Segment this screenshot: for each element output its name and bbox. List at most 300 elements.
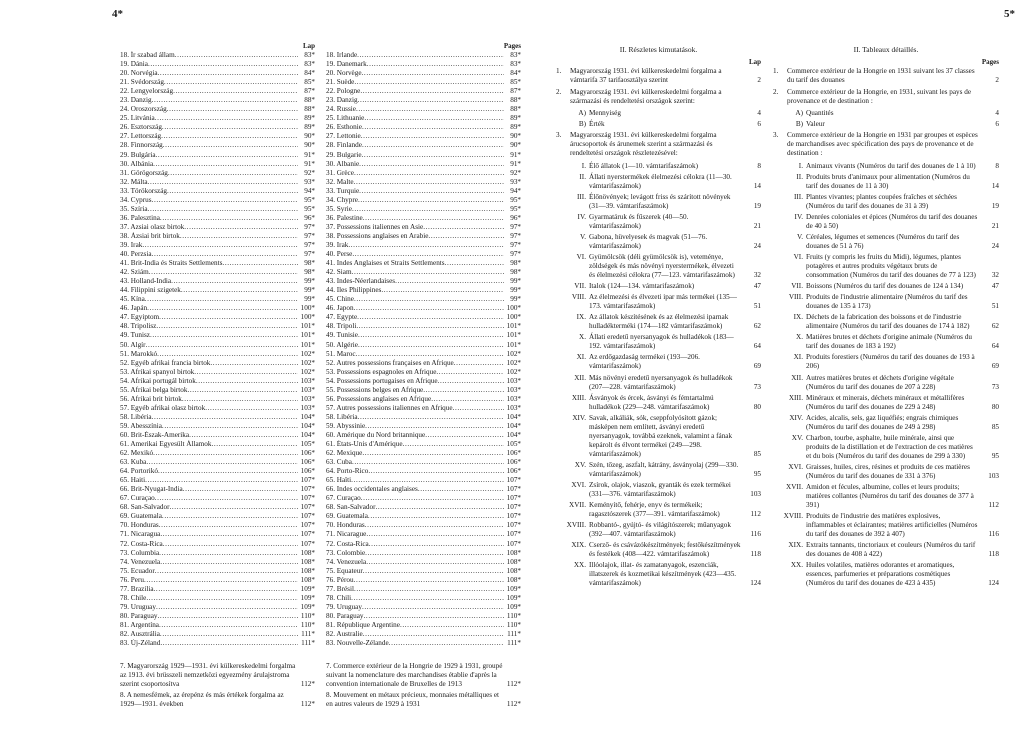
leader-dots [182, 395, 298, 404]
leader-dots [362, 603, 504, 612]
item-number: XX. [573, 561, 586, 570]
leader-dots [356, 322, 504, 331]
entry-page: 93* [304, 177, 315, 186]
entry-page: 91* [510, 150, 521, 159]
toc-entry [120, 395, 315, 404]
toc-entry [326, 413, 521, 422]
item-number: IV. [794, 212, 803, 221]
leader-dots [156, 322, 298, 331]
entry-page: 101* [300, 322, 315, 331]
entry-page: 111* [301, 630, 315, 638]
item-page: 51 [753, 302, 761, 311]
toc-item [556, 88, 761, 106]
leader-dots [454, 359, 504, 368]
item-number: A) [578, 109, 586, 118]
entry-label: 60. Brit-Észak-Amerika [120, 430, 190, 439]
entry-page: 109* [506, 593, 521, 602]
entry-label: 41. Indes Anglaises et Straits Settlements [326, 259, 445, 268]
item-page: 95 [991, 451, 999, 460]
entry-label: 74. Venezuela [326, 557, 367, 566]
item-number: IX. [576, 313, 586, 322]
leader-dots [159, 521, 298, 530]
item-number: II. [579, 172, 586, 181]
entry-page: 107* [300, 476, 315, 485]
leader-dots [162, 422, 298, 431]
entry-label: 32. Malte [326, 177, 354, 186]
leader-dots [395, 277, 504, 286]
entry-label: 18. Irlande [326, 51, 358, 59]
entry-page: 88* [304, 96, 315, 105]
item-page: 14 [753, 181, 761, 190]
toc-entry [120, 422, 315, 431]
toc-entry [120, 521, 315, 530]
entry-label: 71. Nicarague [326, 530, 367, 539]
toc-entry [120, 549, 315, 558]
item-page: 73 [991, 382, 999, 391]
entry-label: 76. Peru [120, 575, 144, 584]
entry-label: 27. Lettország [120, 132, 162, 141]
toc-subitem [556, 109, 761, 118]
entry-page: 110* [300, 620, 315, 629]
leader-dots [368, 512, 504, 521]
toc-subitem [556, 333, 761, 351]
toc-entry [326, 232, 521, 241]
leader-dots [158, 69, 298, 78]
entry-label: 43. Holland-India [120, 277, 172, 286]
entry-page: 106* [506, 449, 521, 458]
entry-label: 29. Bulgária [120, 150, 156, 159]
entry-page: 97* [304, 231, 315, 240]
entry-page: 107* [300, 530, 315, 539]
leader-dots [352, 268, 504, 277]
entry-page: 99* [304, 277, 315, 286]
toc-subitem [773, 213, 999, 231]
item-number: XVIII. [566, 521, 586, 530]
toc-entry [326, 476, 521, 485]
entry-label: 69. Guatemala [326, 512, 368, 521]
toc-entry [120, 223, 315, 232]
item-number: XV. [574, 460, 586, 469]
leader-dots [146, 594, 298, 603]
note-text: 8. Mouvement en métaux précieux, monnaies métalliques et en autres valeurs de 1929 à 1931 [326, 691, 500, 709]
toc-entry [326, 603, 521, 612]
item-text: Charbon, tourbe, asphalte, huile minérale, ainsi que produits de la distillation et de l'extraction de ces matières et du bois (Numéros du tarif des douanes de 299 à 330) [806, 433, 973, 460]
item-number: VIII. [571, 293, 586, 302]
leader-dots [366, 530, 504, 539]
item-number: I. [798, 161, 803, 170]
column-header: Pages [981, 58, 999, 67]
item-page: 62 [753, 322, 761, 331]
item-text: Commerce extérieur de la Hongrie en 1931 suivant les 37 classes du tarif des douanes [787, 67, 975, 85]
leader-dots [356, 105, 504, 114]
leader-dots [368, 467, 504, 476]
toc-entry [120, 413, 315, 422]
leader-dots [361, 494, 504, 503]
item-page: 103 [750, 490, 761, 499]
item-text: Magyarország 1931. évi külkereskedelmi forgalma árucsoportok és árunemek szerint a származási és rendeltetési országok részletezésével: [570, 131, 717, 158]
entry-label: 78. Chili [326, 593, 352, 602]
toc-note [120, 691, 315, 709]
toc-entry [326, 449, 521, 458]
leader-dots [155, 567, 298, 576]
leader-dots [154, 585, 298, 594]
entry-label: 66. Indes occidentales anglaises [326, 485, 418, 494]
item-page: 118 [988, 550, 999, 559]
item-number: 2. [556, 88, 562, 97]
item-number: IV. [577, 212, 586, 221]
toc-subitem [556, 233, 761, 251]
entry-label: 37. Possessions italiennes en Asie [326, 222, 424, 231]
leader-dots [157, 350, 298, 359]
entry-label: 28. Finlande [326, 141, 362, 150]
toc-entry [120, 458, 315, 467]
item-text: Animaux vivants (Numéros du tarif des douanes de 1 à 10) [806, 161, 976, 170]
entry-label: 61. États-Unis d'Amérique [326, 440, 403, 449]
entry-page: 95* [304, 204, 315, 213]
toc-item [773, 67, 999, 85]
item-page: 32 [991, 271, 999, 280]
toc-entry [120, 286, 315, 295]
entry-page: 97* [510, 250, 521, 259]
entry-label: 28. Finnország [120, 141, 163, 150]
item-text: Quantités [806, 109, 834, 118]
leader-dots [205, 404, 298, 413]
toc-entry [326, 123, 521, 132]
entry-label: 67. Curaçao [120, 494, 155, 503]
toc-entry [326, 60, 521, 69]
section-title: II. Részletes kimutatások. [619, 45, 698, 54]
item-page: 73 [753, 382, 761, 391]
leader-dots [423, 386, 504, 395]
leader-dots [354, 78, 504, 87]
toc-entry [326, 549, 521, 558]
leader-dots [153, 160, 298, 169]
toc-entry [326, 594, 521, 603]
item-number: XVI. [571, 481, 586, 490]
item-page: 103 [988, 471, 999, 480]
toc-entry [326, 160, 521, 169]
toc-entry [326, 105, 521, 114]
toc-entry [326, 241, 521, 250]
entry-page: 97* [510, 231, 521, 240]
entry-page: 107* [300, 485, 315, 494]
toc-item [773, 88, 999, 106]
toc-entry [326, 141, 521, 150]
toc-entry [120, 603, 315, 612]
item-number: B) [795, 120, 803, 129]
entry-label: 22. Pologne [326, 87, 361, 96]
leader-dots [211, 440, 298, 449]
item-page: 69 [753, 362, 761, 371]
entry-page: 83* [510, 60, 521, 69]
toc-subitem [773, 293, 999, 311]
toc-entry [326, 96, 521, 105]
item-page: 64 [753, 342, 761, 351]
entry-label: 31. Görögország [120, 168, 168, 177]
entry-label: 20. Norvège [326, 69, 362, 78]
entry-label: 75. Ecuador [120, 566, 155, 575]
item-text: Illóolajok, illat- és zamatanyagok, eszenciák, illatszerek és kozmetikai készítmények (423—435. vámtarifaszámok) [589, 561, 737, 588]
leader-dots [152, 196, 298, 205]
item-text: Autres matières brutes et déchets d'origine végétale (Numéros du tarif des douanes de 207 à 228) [806, 373, 954, 391]
entry-page: 100* [506, 304, 521, 313]
entry-label: 50. Algérie [326, 340, 358, 349]
item-text: Szén, tőzeg, aszfalt, kátrány, ásványolaj (299—330. vámtarifaszámok) [589, 460, 739, 478]
leader-dots [389, 639, 504, 648]
entry-label: 70. Honduras [326, 521, 365, 530]
toc-subitem [556, 193, 761, 211]
entry-page: 107* [506, 476, 521, 485]
entry-page: 84* [510, 69, 521, 78]
item-text: Minéraux et minerais, déchets minéraux et métallifères (Numéros du tarif des douanes de 229 à 248) [806, 393, 965, 411]
toc-subitem [773, 374, 999, 392]
item-number: VI. [576, 252, 586, 261]
entry-page: 89* [510, 114, 521, 123]
item-text: Gyümölcsök (déli gyümölcsök is), veteménye, zöldségek és más növényi nyerstermékek, élvezeti és élelmezési célokra (77—123. vámtarifaszámok) [589, 252, 735, 280]
item-number: V. [796, 232, 803, 241]
note-text: 7. Magyarország 1929—1931. évi külkereskedelmi forgalma az 1913. évi brüsszeli nemzetközi egyezmény árulajstroma szerint csoportosítva [120, 662, 296, 689]
toc-subitem [773, 193, 999, 211]
toc-subitem [773, 463, 999, 481]
entry-label: 79. Uruguay [326, 602, 362, 611]
entry-label: 52. Autres possessions françaises en Afrique [326, 358, 454, 367]
entry-page: 107* [506, 512, 521, 521]
leader-dots [152, 413, 298, 422]
entry-label: 33. Törökország [120, 186, 167, 195]
toc-item [773, 131, 999, 158]
leader-dots [362, 141, 504, 150]
item-text: Acides, alcalis, sels, gaz liquéfiés; engrais chimiques (Numéros du tarif des douanes de 249 à 298) [806, 413, 959, 431]
toc-entry [326, 286, 521, 295]
item-text: Magyarország 1931. évi külkereskedelmi forgalma a vámtarifa 37 tarifaosztálya szerint [570, 67, 722, 85]
entry-label: 62. Mexique [326, 449, 363, 458]
toc-note [120, 662, 315, 689]
entry-page: 98* [510, 268, 521, 277]
leader-dots [146, 458, 298, 467]
entry-page: 110* [506, 611, 521, 620]
toc-entry [326, 250, 521, 259]
item-page: 118 [750, 550, 761, 559]
leader-dots [175, 51, 298, 60]
leader-dots [162, 123, 298, 132]
toc-entry [326, 304, 521, 313]
toc-entry [326, 530, 521, 539]
toc-entry [326, 331, 521, 340]
entry-page: 97* [304, 222, 315, 231]
item-page: 80 [753, 402, 761, 411]
toc-entry [326, 467, 521, 476]
item-text: Élőnövények; levágott friss és szárított növények (31—39. vámtarifaszámok) [589, 192, 731, 210]
toc-entry [120, 440, 315, 449]
item-page: 4 [757, 109, 761, 118]
note-page: 112* [300, 680, 315, 689]
entry-label: 46. Japon [326, 304, 354, 313]
toc-subitem [556, 561, 761, 588]
notes-list [120, 662, 315, 709]
leader-dots [436, 368, 504, 377]
toc-entry [120, 123, 315, 132]
entry-page: 107* [506, 494, 521, 503]
item-number: A) [795, 109, 803, 118]
toc-entry [120, 612, 315, 621]
item-text: Az élelmezési és élvezeti ipar más termékei (135—173. vámtarifaszámok) [589, 293, 737, 311]
note-text: 8. A nemesfémek, az érepénz és más értékek forgalma az 1929—1931. években [120, 691, 284, 709]
item-number: VII. [791, 282, 803, 291]
leader-dots [196, 377, 298, 386]
toc-entry [120, 377, 315, 386]
leader-dots [156, 151, 298, 160]
leader-dots [363, 214, 504, 223]
toc-entry [326, 295, 521, 304]
leader-dots [194, 368, 298, 377]
toc-entry [120, 277, 315, 286]
entry-label: 73. Columbia [120, 548, 160, 557]
entry-label: 55. Afrikai belga birtok [120, 385, 188, 394]
item-text: Matières brutes et déchets d'origine animale (Numéros du tarif des douanes de 183 à 192) [806, 333, 972, 351]
entry-label: 58. Libéria [120, 412, 152, 421]
entry-label: 43. Indes-Néerlandaises [326, 277, 396, 286]
entry-page: 107* [300, 494, 315, 503]
toc-entry [120, 259, 315, 268]
toc-entry [326, 114, 521, 123]
toc-entry [326, 87, 521, 96]
note-page: 112* [300, 700, 315, 709]
leader-dots [354, 304, 504, 313]
item-number: B) [578, 120, 586, 129]
item-number: X. [796, 333, 803, 342]
entry-label: 22. Lengyelország [120, 87, 174, 96]
leader-dots [159, 621, 298, 630]
item-page: 21 [753, 221, 761, 230]
item-text: Gabona, hüvelyesek és magvak (51—76. vámtarifaszámok) [589, 232, 708, 250]
entry-label: 41. Brit-India és Straits Settlements [120, 259, 223, 268]
entry-page: 94* [304, 186, 315, 195]
toc-entry [120, 322, 315, 331]
leader-dots [369, 540, 504, 549]
entry-label: 61. Amerikai Egyesült Államok [120, 440, 212, 449]
toc-entry [120, 105, 315, 114]
entry-page: 99* [304, 295, 315, 304]
item-number: XVI. [788, 462, 803, 471]
entry-label: 46. Japán [120, 304, 148, 313]
entry-label: 21. Svédország [120, 78, 164, 87]
toc-entry [326, 78, 521, 87]
leader-dots [161, 132, 298, 141]
entry-label: 82. Australie [326, 630, 363, 638]
item-text: Huiles volatiles, matières odorantes et aromatiques, essences, parfumeries et préparations cosmétiques (Numéros du tarif des douanes de 423 à 435) [806, 561, 955, 588]
leader-dots [173, 87, 298, 96]
item-page: 51 [991, 302, 999, 311]
leader-dots [153, 449, 298, 458]
item-text: Állati eredetű nyersanyagok és hulladékok (183—192. vámtarifaszámok) [589, 333, 734, 351]
toc-entry [326, 386, 521, 395]
entry-label: 34. Chypre [326, 195, 358, 204]
item-page: 6 [995, 120, 999, 129]
entry-label: 49. Tunisz [120, 331, 150, 340]
entry-page: 108* [506, 557, 521, 566]
item-number: XIX. [788, 541, 803, 550]
toc-entry [326, 196, 521, 205]
item-number: XI. [576, 353, 586, 362]
entry-page: 84* [304, 69, 315, 78]
leader-dots [362, 151, 504, 160]
toc-subitem [773, 414, 999, 432]
item-number: XIII. [788, 393, 803, 402]
entry-page: 109* [300, 602, 315, 611]
item-page: 112 [988, 501, 999, 510]
entry-label: 25. Litvánia [120, 114, 155, 123]
item-text: Az erdőgazdaság termékei (193—206. vámtarifaszámok) [589, 353, 700, 371]
entry-page: 110* [506, 620, 521, 629]
leader-dots [164, 78, 298, 87]
toc-column-detailed-hu [556, 45, 761, 591]
entry-page: 108* [506, 548, 521, 557]
item-number: XII. [574, 373, 586, 382]
entry-page: 98* [304, 259, 315, 268]
item-page: 2 [995, 76, 999, 85]
entry-label: 64. Portorikó [120, 467, 158, 476]
toc-entry [120, 350, 315, 359]
item-number: III. [577, 192, 586, 201]
entry-page: 106* [300, 467, 315, 476]
entry-page: 103* [506, 385, 521, 394]
toc-entry [326, 368, 521, 377]
item-page: 8 [995, 161, 999, 170]
entry-label: 79. Uruguay [120, 602, 156, 611]
toc-subitem [773, 173, 999, 191]
toc-entry [120, 205, 315, 214]
item-number: XVIII. [783, 512, 803, 521]
toc-column-hungarian-countries [120, 42, 315, 709]
leader-dots [150, 331, 298, 340]
item-number: IX. [793, 313, 803, 322]
entry-page: 104* [300, 412, 315, 421]
toc-entry [120, 530, 315, 539]
entry-label: 81. Argentína [120, 620, 159, 629]
entry-label: 68. San-Salvador [326, 503, 376, 512]
entry-page: 89* [510, 123, 521, 132]
entry-page: 107* [506, 503, 521, 512]
toc-subitem [556, 353, 761, 371]
entry-page: 102* [506, 349, 521, 358]
leader-dots [171, 277, 298, 286]
leader-dots [145, 295, 298, 304]
entry-label: 39. Irak [120, 240, 143, 249]
leader-dots [146, 341, 298, 350]
toc-entry [120, 485, 315, 494]
entry-label: 80. Paraguay [120, 611, 158, 620]
item-text: Valeur [806, 120, 825, 129]
toc-subitem [773, 233, 999, 251]
entry-page: 95* [510, 195, 521, 204]
entry-page: 90* [304, 132, 315, 141]
leader-dots [222, 259, 298, 268]
item-number: XIV. [572, 413, 586, 422]
leader-dots [366, 558, 504, 567]
toc-entry [326, 205, 521, 214]
entry-page: 104* [300, 430, 315, 439]
leader-dots [352, 250, 504, 259]
leader-dots [351, 594, 504, 603]
toc-note [326, 662, 521, 689]
toc-entry [326, 259, 521, 268]
entry-page: 95* [304, 195, 315, 204]
entry-page: 102* [506, 367, 521, 376]
entry-page: 96* [304, 213, 315, 222]
entry-label: 50. Algír [120, 340, 146, 349]
toc-entry [120, 196, 315, 205]
entry-page: 85* [510, 78, 521, 87]
